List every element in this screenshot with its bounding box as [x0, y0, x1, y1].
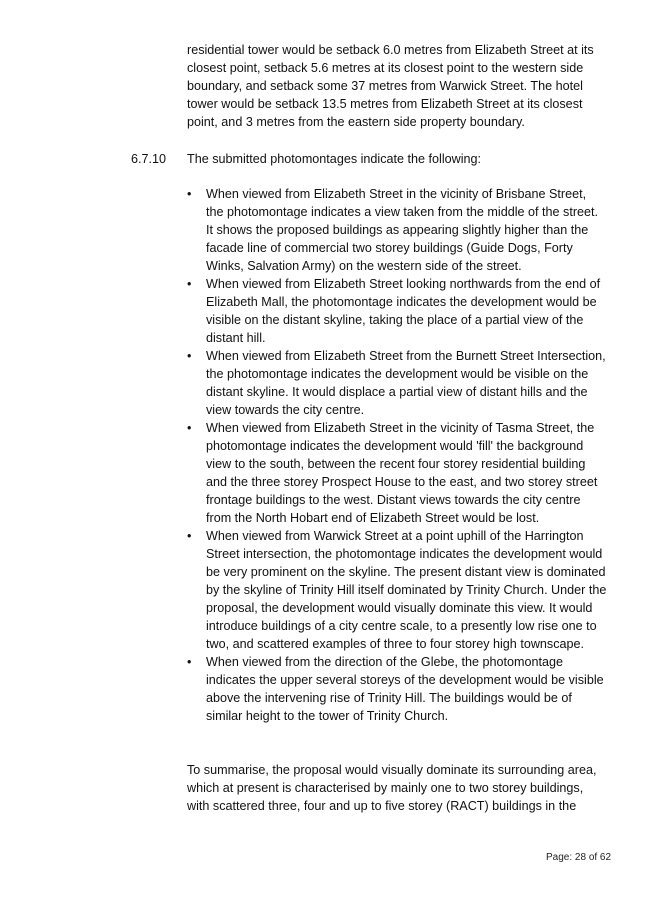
bullet-icon: • [187, 349, 192, 363]
list-item-text: When viewed from Warwick Street at a point uphill of the Harrington Street intersection, the photomontage indicates the development would be very prominent on the skyline. The present distant view is dominated by the skyline of Trinity Hill itself dominated by Trinity Church. Under the proposal, the development would visually dominate this view. It would introduce buildings of a city centre scale, to a presently low rise one to two, and scattered examples of three to four storey high townscape. [206, 529, 607, 651]
bullet-icon: • [187, 277, 192, 291]
list-item-text: When viewed from the direction of the Glebe, the photomontage indicates the upper several storeys of the development would be visible above the intervening rise of Trinity Hill. The buildings would be of similar height to the tower of Trinity Church. [206, 655, 604, 723]
list-item [187, 419, 607, 527]
list-item [187, 185, 607, 275]
bullet-icon: • [187, 421, 192, 435]
list-item-text: When viewed from Elizabeth Street in the vicinity of Brisbane Street, the photomontage indicates a view taken from the middle of the street. It shows the proposed buildings as appearing slightly higher than the facade line of commercial two storey buildings (Guide Dogs, Forty Winks, Salvation Army) on the western side of the street. [206, 187, 599, 273]
list-item [187, 275, 607, 347]
page-number: Page: 28 of 62 [546, 852, 612, 863]
list-item-text: When viewed from Elizabeth Street from the Burnett Street Intersection, the photomontage indicates the development would be visible on the distant skyline. It would displace a partial view of distant hills and the view towards the city centre. [206, 349, 606, 417]
list-item [187, 527, 607, 653]
summary-paragraph: To summarise, the proposal would visually dominate its surrounding area, which at present is characterised by mainly one to two storey buildings, with scattered three, four and up to five storey (RACT) buildings in the [187, 763, 597, 813]
section-number: 6.7.10 [131, 152, 167, 166]
photomontage-bullet-list [187, 185, 607, 725]
bullet-icon: • [187, 655, 192, 669]
section-heading-text: The submitted photomontages indicate the following: [187, 152, 482, 166]
intro-paragraph: residential tower would be setback 6.0 metres from Elizabeth Street at its closest point, setback 5.6 metres at its closest point to the western side boundary, and setback some 37 metres from Warwick Street. The hotel tower would be setback 13.5 metres from Elizabeth Street at its closest point, and 3 metres from the eastern side property boundary. [187, 43, 594, 129]
list-item [187, 653, 607, 725]
list-item-text: When viewed from Elizabeth Street looking northwards from the end of Elizabeth Mall, the photomontage indicates the development would be visible on the distant skyline, taking the place of a partial view of the distant hill. [206, 277, 601, 345]
list-item [187, 347, 607, 419]
bullet-icon: • [187, 529, 192, 543]
list-item-text: When viewed from Elizabeth Street in the vicinity of Tasma Street, the photomontage indicates the development would 'fill' the background view to the south, between the recent four storey residential building and the three storey Prospect House to the east, and two storey street frontage buildings to the west. Distant views towards the city centre from the North Hobart end of Elizabeth Street would be lost. [206, 421, 598, 525]
bullet-icon: • [187, 187, 192, 201]
